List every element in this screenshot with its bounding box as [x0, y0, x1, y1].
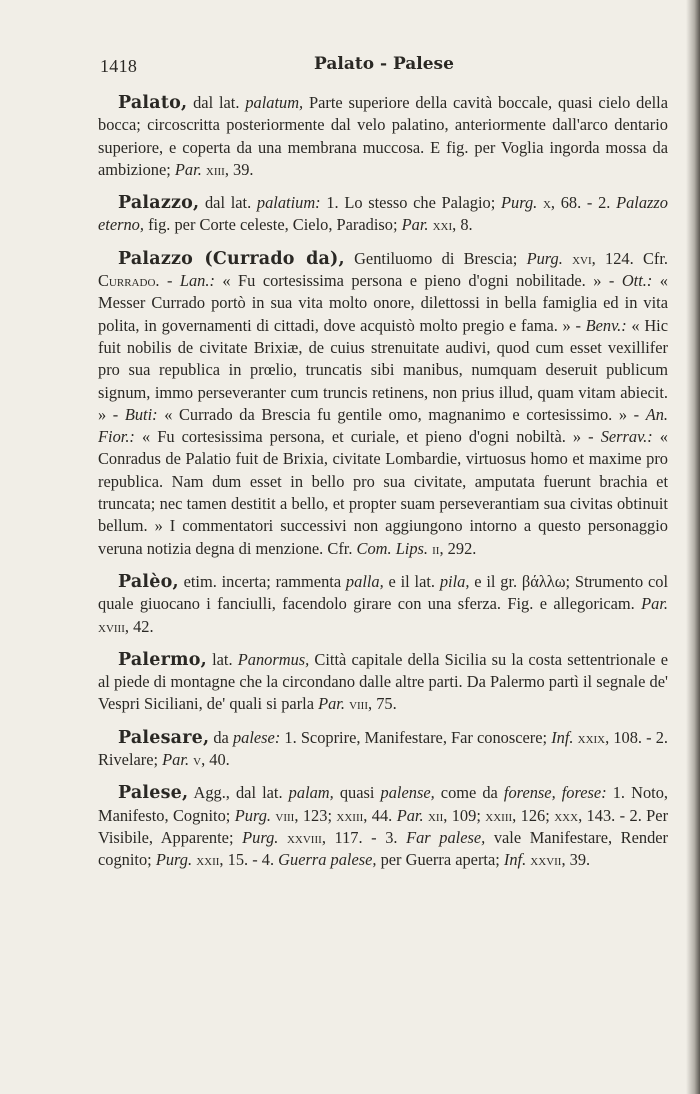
entry-text: come da [434, 783, 504, 803]
italic-term: pila, [439, 571, 470, 591]
dictionary-entry [98, 192, 668, 237]
italic-term: Par. [641, 594, 668, 614]
italic-term: Purg. [155, 850, 193, 870]
reference-numeral: xii [423, 805, 444, 825]
reference-numeral: Currado [98, 271, 156, 291]
entry-text: Città capitale della Sicilia su la costa settentrionale e al piede di montagne che la circondano dalle altre parti. Da Palermo partì il segnale de' Vespri Siciliani, de' quali si parla [98, 649, 668, 714]
page-header [98, 54, 670, 78]
entry-text: quasi [333, 783, 381, 803]
entry-text: Gentiluomo di Brescia; [344, 248, 527, 268]
entry-text: , 40. [201, 750, 230, 770]
entry-text: , 39. [561, 850, 591, 870]
reference-numeral: viii [271, 805, 295, 825]
reference-numeral: x [537, 193, 551, 213]
entry-text: , 75. [368, 694, 397, 714]
italic-term: Buti: [124, 404, 158, 424]
dictionary-entry [98, 571, 668, 638]
entry-text: , 39. [224, 159, 254, 179]
entry-text: , 124. Cfr. [591, 248, 668, 268]
reference-numeral: xviii [98, 616, 125, 636]
entry-text: , 143. - 2. Per Visibile, Apparente; [98, 805, 669, 847]
italic-term: palatum, [245, 93, 304, 112]
entry-headword: Palazzo (Currado da), [118, 248, 345, 269]
italic-term: Benv.: [585, 315, 627, 335]
reference-numeral: xvi [562, 248, 592, 268]
italic-term: Inf. [503, 850, 527, 870]
entry-headword: Palazzo, [118, 193, 200, 214]
italic-term: forense, forese: [503, 783, 607, 803]
italic-term: Lan.: [179, 271, 215, 291]
dictionary-entry [98, 92, 668, 181]
italic-term: Purg. [526, 248, 563, 268]
italic-term: Far palese, [406, 827, 486, 847]
italic-term: An. Fior.: [98, 404, 668, 447]
italic-term: Par. [162, 750, 190, 770]
reference-numeral: xxii [192, 850, 220, 870]
reference-numeral: xxvii [526, 850, 562, 870]
reference-numeral: ii [428, 538, 440, 558]
reference-numeral: viii [344, 694, 368, 714]
italic-term: Par. [174, 159, 202, 179]
reference-numeral: xxi [428, 215, 453, 235]
entry-text: , 44. [363, 805, 397, 825]
italic-term: Com. Lips. [356, 538, 429, 558]
dictionary-entry [98, 782, 668, 871]
entry-list [98, 92, 668, 883]
italic-term: Serrav.: [600, 427, 653, 447]
italic-term: Inf. [551, 727, 574, 747]
italic-term: Purg. [500, 193, 538, 213]
dictionary-entry [98, 727, 668, 772]
italic-term: palese: [232, 727, 281, 747]
page-number: 1418 [100, 56, 138, 76]
entry-text: , 8. [452, 215, 473, 235]
entry-text: , 123; [294, 805, 337, 825]
dictionary-entry [98, 649, 668, 716]
entry-text: , 117. - 3. [321, 827, 407, 847]
entry-headword: Palèo, [118, 571, 179, 592]
italic-term: Guerra palese, [278, 850, 377, 870]
entry-text: e il gr. βάλλω; Strumento col quale giuocano i fanciulli, facendolo girare con una sferza. Fig. e allegoricam. [98, 571, 668, 614]
entry-text: vale Manifestare, Render cognito; [98, 827, 669, 870]
entry-text: , 15. - 4. [219, 850, 279, 870]
entry-headword: Palese, [118, 783, 189, 804]
entry-text: , 126; [512, 805, 555, 825]
italic-term: palense, [380, 783, 435, 803]
entry-text: Agg., dal lat. [188, 783, 289, 803]
italic-term: Par. [401, 215, 429, 235]
italic-term: Par. [396, 805, 424, 825]
entry-text: « Messer Currado portò in sua vita molto onore, dilettossi in bella famiglia ed in vita polita, in governamenti di cittadi, dove acquistò molto pregio e fama. » - [98, 271, 668, 335]
italic-term: palam, [288, 783, 334, 803]
entry-text: , 292. [439, 538, 477, 558]
reference-numeral: xiii [201, 159, 225, 179]
reference-numeral: xxiii [336, 805, 364, 825]
reference-numeral: v [189, 750, 202, 770]
italic-term: Ott.: [621, 271, 653, 291]
entry-text: , 108. - 2. Rivelare; [98, 727, 668, 770]
entry-text: 1. Noto, Manifesto, Cognito; [98, 783, 668, 825]
entry-text: , 68. - 2. [550, 193, 617, 213]
entry-text: dal lat. [187, 93, 246, 112]
entry-text: lat. [206, 649, 238, 669]
entry-text: « Hic fuit nobilis de civitate Brixiæ, de cuius strenuitate audivi, quod cum esset vexillifer pro sua republica in prœlio, truncatis sibi manibus, numquam deseruit publicum signum, immo perseveranter cum truncis retinens, non prius illud, quam vitam abiecit. » - [98, 315, 668, 424]
entry-text: . - [155, 271, 180, 291]
entry-text: per Guerra aperta; [376, 850, 504, 870]
italic-term: Par. [318, 694, 345, 714]
entry-text: da [209, 727, 233, 747]
entry-headword: Palermo, [118, 649, 207, 670]
entry-text: e il lat. [383, 571, 440, 591]
entry-text: etim. incerta; rammenta [178, 571, 346, 591]
italic-term: Panormus, [237, 649, 310, 669]
entry-text: fig. per Corte celeste, Cielo, Paradiso; [143, 215, 402, 235]
entry-headword: Palesare, [118, 727, 210, 748]
entry-text: « Currado da Brescia fu gentile omo, magnanimo e cortesissimo. » - [157, 404, 646, 424]
reference-numeral: xxviii [278, 827, 322, 847]
page-edge-shadow [686, 0, 700, 1094]
entry-text: Parte superiore della cavità boccale, quasi cielo della bocca; circoscritta posteriormente dal velo palatino, anteriormente dall'arco dentario superiore, e coperta da una membrana muccosa. E fig. per Voglia ingorda mossa da ambizione; [98, 93, 668, 179]
entry-text: 1. Scoprire, Manifestare, Far conoscere; [280, 727, 552, 747]
entry-text: , 42. [124, 616, 154, 636]
dictionary-entry [98, 248, 668, 560]
reference-numeral: xxix [573, 727, 606, 747]
italic-term: Purg. [234, 805, 272, 825]
reference-numeral: xxx [554, 805, 579, 825]
entry-text: « Conradus de Palatio fuit de Brixia, civitate Lombardie, virtuosus homo et maxime pro republica. Nam dum esset in bello pro sua civitate, amputata fuerunt brachia et truncata; nec tamen destitit a bello, et propter suam perseverantiam sua civitas obtinuit bellum. » I commentatori successivi non aggiungono intorno a questo personaggio veruna notizia degna di menzione. Cfr. [98, 427, 668, 558]
reference-numeral: xxiii [485, 805, 513, 825]
italic-term: Palazzo eterno, [98, 193, 668, 235]
entry-text: dal lat. [199, 193, 257, 213]
entry-text: « Fu cortesissima persona e pieno d'ogni nobilitade. » - [214, 271, 622, 291]
entry-text: , 109; [443, 805, 486, 825]
entry-text: « Fu cortesissima persona, et curiale, et pieno d'ogni nobiltà. » - [134, 427, 601, 447]
italic-term: Purg. [242, 827, 279, 847]
italic-term: palla, [345, 571, 384, 591]
entry-text: 1. Lo stesso che Palagio; [320, 193, 501, 213]
running-title: Palato - Palese [314, 54, 454, 74]
italic-term: palatium: [256, 193, 321, 213]
entry-headword: Palato, [118, 93, 188, 113]
